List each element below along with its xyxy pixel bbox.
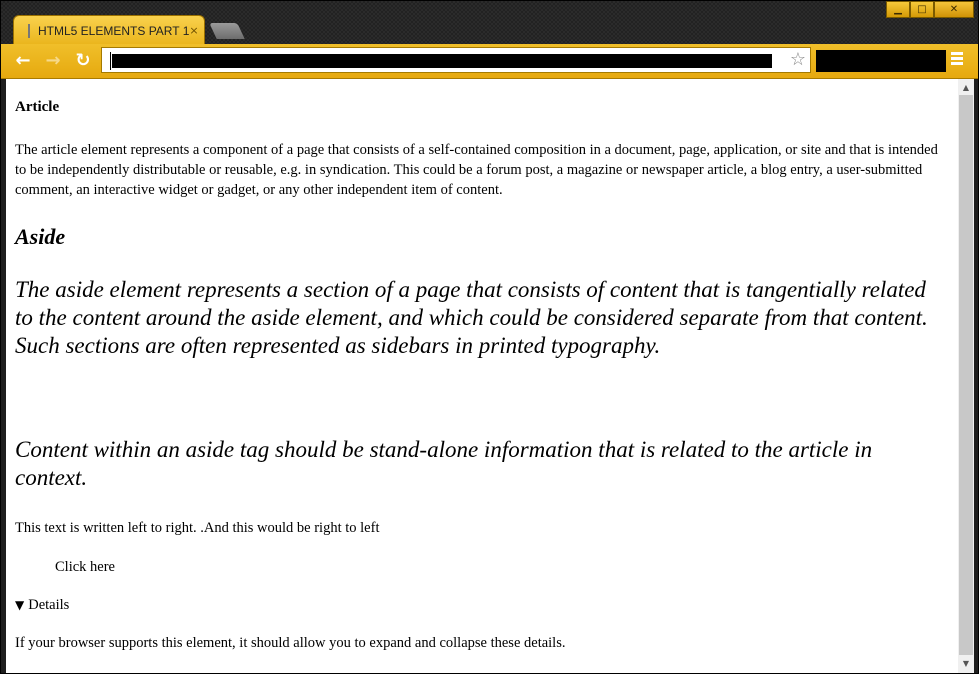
back-icon[interactable]: ←: [15, 50, 31, 71]
url-redacted: [112, 54, 772, 68]
title-bar: [1, 1, 978, 45]
article-heading: Article: [15, 99, 60, 115]
scroll-up-icon[interactable]: ▲: [962, 83, 970, 92]
address-bar[interactable]: [101, 47, 811, 73]
click-here-link[interactable]: Click here: [55, 559, 115, 575]
new-tab-button[interactable]: [209, 23, 244, 39]
page-viewport: [6, 79, 958, 673]
vertical-scrollbar[interactable]: [958, 79, 974, 673]
maximize-button[interactable]: □: [910, 1, 934, 18]
scroll-down-icon[interactable]: ▼: [962, 659, 970, 668]
tab-active[interactable]: [13, 15, 205, 45]
page-icon: [28, 24, 30, 38]
details-summary[interactable]: [15, 597, 949, 614]
details-summary-label: Details: [28, 597, 70, 613]
scrollbar-thumb[interactable]: [959, 95, 973, 655]
minimize-button[interactable]: ▁: [886, 1, 910, 18]
extensions-redacted: [816, 50, 946, 72]
page-content: [6, 79, 958, 660]
aside-heading: Aside: [15, 224, 66, 249]
menu-icon[interactable]: [951, 52, 963, 67]
bdo-text: This text is written left to right. .And this would be right to left: [15, 520, 380, 536]
triangle-down-icon: ▼: [15, 598, 25, 612]
tab-title: HTML5 ELEMENTS PART 1: [38, 23, 190, 38]
details-text: If your browser supports this element, it should allow you to expand and collapse these details.: [15, 635, 566, 651]
bookmark-star-icon[interactable]: ☆: [789, 49, 806, 70]
aside-text-2: Content within an aside tag should be stand-alone information that is related to the article in context.: [15, 437, 873, 490]
text-cursor: [110, 52, 111, 70]
window-controls: [886, 1, 974, 18]
toolbar: [1, 44, 978, 79]
aside-text-1: The aside element represents a section of a page that consists of content that is tangentially related to the content around the aside element, and which could be considered separate from that content. Such sections are often represented as sidebars in printed typography.: [15, 277, 928, 358]
reload-icon[interactable]: ↻: [75, 50, 91, 71]
close-window-button[interactable]: ✕: [934, 1, 974, 18]
forward-icon[interactable]: →: [45, 50, 61, 71]
tab-close-icon[interactable]: ×: [189, 24, 199, 37]
article-text: The article element represents a component of a page that consists of a self-contained composition in a document, page, application, or site and that is intended to be independently distributable or reusable, e.g. in syndication. This could be a forum post, a magazine or newspaper article, a blog entry, a user-submitted comment, an interactive widget or gadget, or any other independent item of content.: [15, 142, 938, 198]
